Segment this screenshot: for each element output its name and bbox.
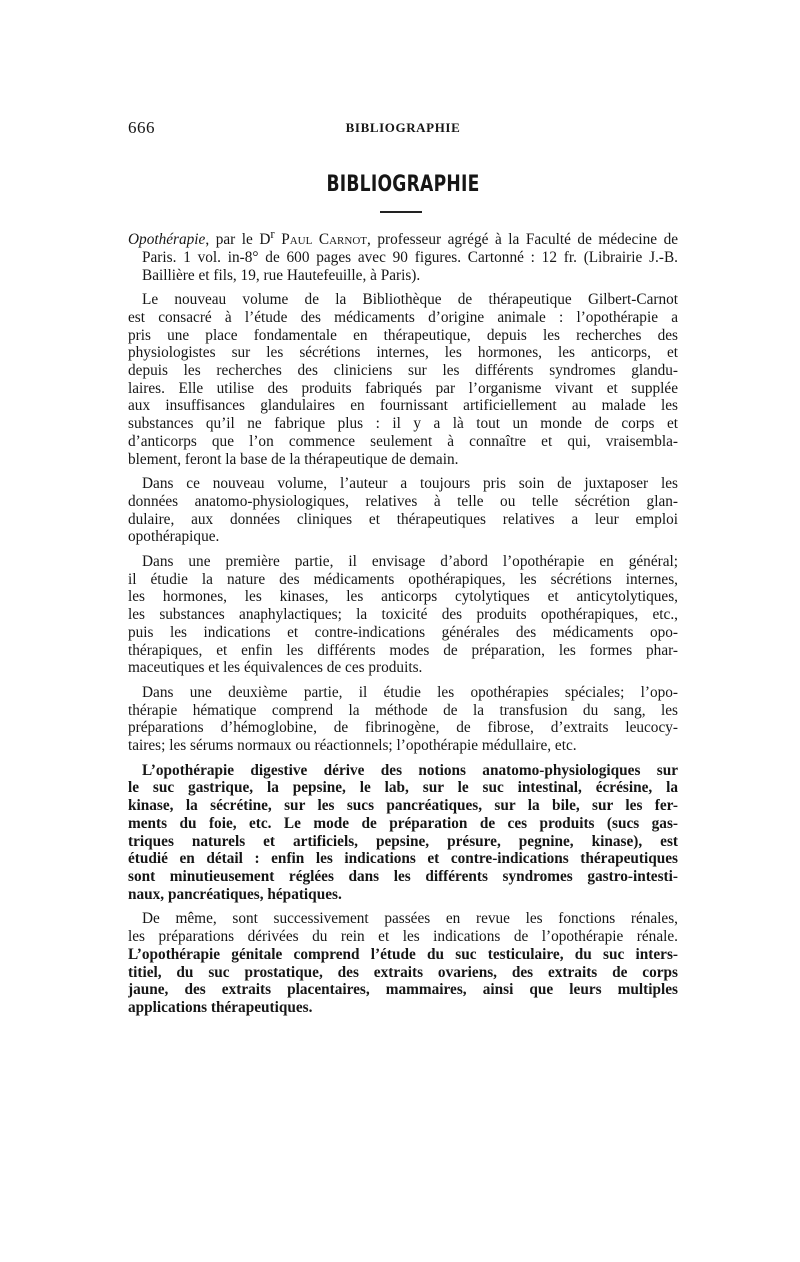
text-line: Le nouveau volume de la Bibliothèque de thérapeutique Gilbert-Carnot (142, 291, 678, 309)
reference-text-1: , par le D (205, 231, 271, 249)
text-line: Dans ce nouveau volume, l’auteur a toujours pris soin de juxtaposer les (142, 475, 678, 493)
text-line: maceutiques et les équivalences de ces produits. (128, 659, 423, 677)
text-line: substances qu’il ne fabrique plus : il y a là tout un monde de corps et (128, 415, 678, 433)
text-line: De même, sont successivement passées en revue les fonctions rénales, (142, 910, 678, 928)
reference-author: Paul Carnot (281, 231, 367, 249)
text-line: thérapiques, et enfin les différents modes de préparation, les formes phar- (128, 641, 678, 659)
review-paragraph (128, 553, 678, 677)
text-line: il étudie la nature des médicaments opothérapiques, les sécrétions internes, (128, 570, 678, 588)
text-line: les préparations dérivées du rein et les indications de l’opothérapie rénale. (128, 928, 678, 946)
text-line: jaune, des extraits placentaires, mammaires, ainsi que leurs multiples (128, 981, 678, 999)
text-line: opothérapique. (128, 528, 220, 546)
text-line: physiologistes sur les sécrétions internes, les hormones, les anticorps, et (128, 344, 678, 362)
text-line: applications thérapeutiques. (128, 998, 313, 1016)
text-line: ments du foie, etc. Le mode de préparation de ces produits (sucs gas- (128, 814, 678, 832)
text-line: depuis les recherches des cliniciens sur les différents syndromes glandu- (128, 362, 678, 380)
section-title: BIBLIOGRAPHIE (326, 172, 480, 197)
text-line: données anatomo-physiologiques, relatives à telle ou telle sécrétion glan- (128, 492, 678, 510)
text-line: titiel, du suc prostatique, des extraits ovariens, des extraits de corps (128, 963, 678, 981)
bibliographic-reference (128, 226, 678, 284)
text-line: préparations d’hémoglobine, de fibrinogène, de fibrose, d’extraits leucocy- (128, 719, 678, 737)
text-line: Dans une première partie, il envisage d’abord l’opothérapie en général; (142, 553, 678, 571)
text-line: Dans une deuxième partie, il étudie les opothérapies spéciales; l’opo- (142, 683, 678, 701)
text-line: blement, feront la base de la thérapeutique de demain. (128, 450, 459, 468)
reference-book-title: Opothérapie (128, 231, 206, 249)
text-line: étudié en détail : enfin les indications et contre-indications thérapeutiques (128, 850, 678, 868)
text-line: aux insuffisances glandulaires en fournissant artificiellement au malade les (128, 397, 678, 415)
text-line: L’opothérapie digestive dérive des notions anatomo-physiologiques sur (142, 761, 678, 779)
review-paragraph (128, 475, 678, 546)
text-line: L’opothérapie génitale comprend l’étude du suc testiculaire, du suc inters- (128, 945, 678, 963)
text-line: dulaire, aux données cliniques et thérapeutiques relatives a leur emploi (128, 510, 678, 528)
running-title: BIBLIOGRAPHIE (345, 120, 461, 135)
text-line: puis les indications et contre-indications générales des médicaments opo- (128, 623, 678, 641)
review-paragraph (128, 762, 678, 904)
text-line: taires; les sérums normaux ou réactionnels; l’opothérapie médullaire, etc. (128, 737, 577, 755)
text-line: d’anticorps que l’on commence seulement à connaître et qui, vraisembla- (128, 432, 678, 450)
text-line: est consacré à l’étude des médicaments d’origine animale : l’opothérapie a (128, 308, 678, 326)
text-line: pris une place fondamentale en thérapeutique, depuis les recherches des (128, 326, 678, 344)
text-line: naux, pancréatiques, hépatiques. (128, 885, 342, 903)
text-line: sont minutieusement réglées dans les différents syndromes gastro-intesti- (128, 868, 678, 885)
text-line: le suc gastrique, la pepsine, le lab, sur le suc intestinal, écrésine, la (128, 779, 678, 797)
text-line: les hormones, les kinases, les anticorps cytolytiques et anticytolytiques, (128, 588, 678, 606)
review-paragraphs (128, 291, 678, 1016)
text-line: triques naturels et artificiels, pepsine, présure, pegnine, kinase), est (128, 832, 678, 850)
reference-doctor-superscript: r (270, 227, 275, 241)
page-number: 666 (128, 118, 155, 137)
text-line: thérapie hématique comprend la méthode de la transfusion du sang, les (128, 701, 678, 719)
text-line: les substances anaphylactiques; la toxicité des produits opothérapiques, etc., (128, 606, 678, 624)
reference-text-2: , professeur agrégé à la Faculté de médecine de Paris. 1 vol. in-8° de 600 pages avec 90 figures. Cartonné : 12 fr. (Librairie J.-B. Baillière et fils, 19, rue Hautefeuille, à Paris). (142, 231, 679, 284)
text-line: kinase, la sécrétine, sur les sucs pancréatiques, sur la bile, sur les fer- (128, 797, 678, 815)
text-block (128, 226, 678, 1017)
running-head (128, 118, 678, 138)
title-rule (380, 211, 422, 213)
review-paragraph (128, 910, 678, 1016)
review-paragraph (128, 684, 678, 755)
review-paragraph (128, 291, 678, 468)
text-line: laires. Elle utilise des produits fabriqués par l’organisme vivant et supplée (128, 379, 678, 397)
